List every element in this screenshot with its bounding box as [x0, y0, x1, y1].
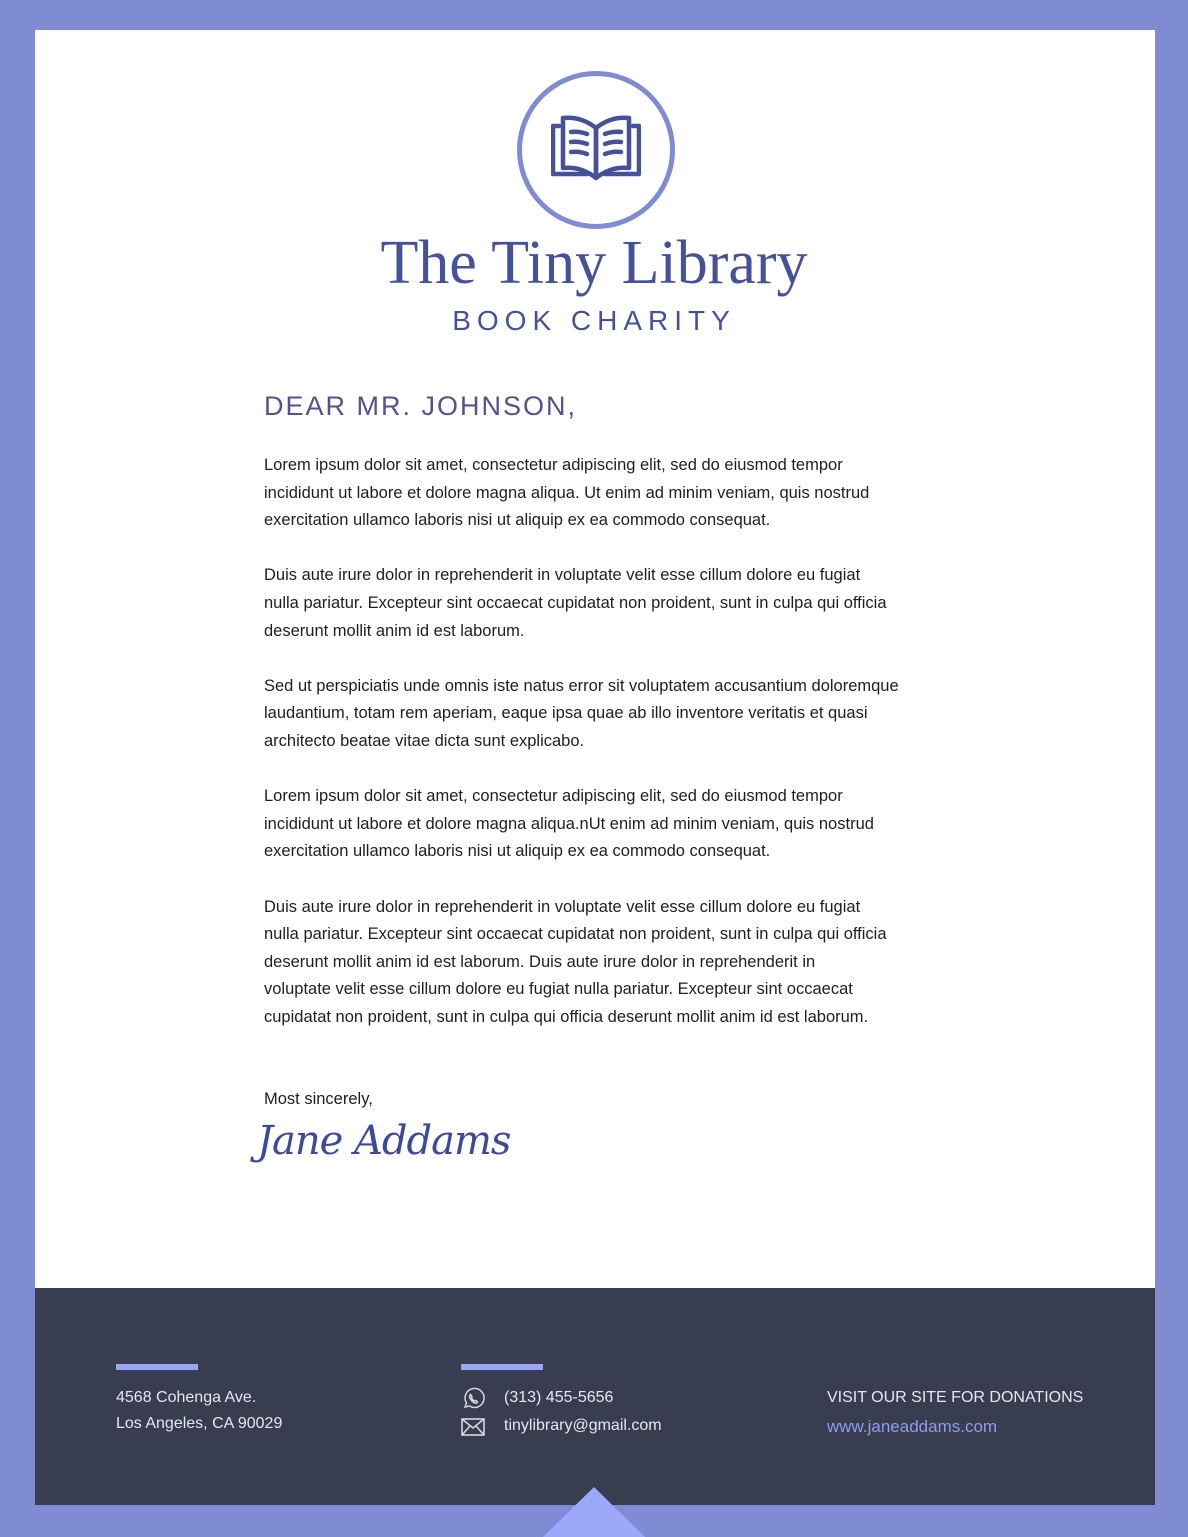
text-line: incididunt ut labore et dolore magna aliqua. Ut enim ad minim veniam, quis nostrud [264, 483, 870, 502]
paragraph [264, 894, 944, 1032]
text-line: voluptate velit esse cillum dolore eu fugiat nulla pariatur. Excepteur sint occaecat [264, 980, 853, 999]
letter-greeting: DEAR MR. JOHNSON, [264, 391, 578, 421]
text-line: Sed ut perspiciatis unde omnis iste natus error sit voluptatem accusantium doloremque [264, 676, 899, 695]
paragraph [264, 452, 944, 535]
text-line: architecto beatae vitae dicta sunt explicabo. [264, 731, 585, 750]
phone-icon [461, 1387, 485, 1411]
letter-body [264, 452, 944, 1059]
donations-label: VISIT OUR SITE FOR DONATIONS [827, 1389, 1084, 1406]
text-line: deserunt mollit anim id est laborum. Duis aute irure dolor in reprehenderit in [264, 952, 816, 971]
text-line: incididunt ut labore et dolore magna aliqua.nUt enim ad minim veniam, quis nostrud [264, 814, 874, 833]
open-book-icon [551, 112, 641, 188]
text-line: Lorem ipsum dolor sit amet, consectetur adipiscing elit, sed do eiusmod tempor [264, 456, 843, 474]
text-line: deserunt mollit anim id est laborum. [264, 621, 525, 640]
email-address[interactable]: tinylibrary@gmail.com [504, 1417, 662, 1434]
address-line-2: Los Angeles, CA 90029 [116, 1415, 283, 1432]
contact-accent-bar [461, 1364, 543, 1370]
decorative-triangle [543, 1487, 645, 1537]
letter-closing: Most sincerely, [264, 1090, 373, 1108]
signature: Jane Addams [257, 1118, 511, 1164]
logo-circle [517, 71, 675, 229]
text-line: Duis aute irure dolor in reprehenderit in voluptate velit esse cillum dolore eu fugiat [264, 897, 861, 916]
text-line: nulla pariatur. Excepteur sint occaecat cupidatat non proident, sunt in culpa qui officia [264, 925, 887, 944]
phone-number[interactable]: (313) 455-5656 [504, 1389, 614, 1406]
mail-icon [461, 1418, 485, 1436]
text-line: laudantium, totam rem aperiam, eaque ipsa quae ab illo inventore veritatis et quasi [264, 704, 868, 723]
address-line-1: 4568 Cohenga Ave. [116, 1389, 257, 1406]
text-line: cupidatat non proident, sunt in culpa qui officia deserunt mollit anim id est laborum. [264, 1007, 869, 1026]
paragraph [264, 673, 944, 756]
text-line: exercitation ullamco laboris nisi ut aliquip ex ea commodo consequat. [264, 842, 771, 861]
text-line: nulla pariatur. Excepteur sint occaecat cupidatat non proident, sunt in culpa qui officia [264, 593, 887, 612]
organization-title: The Tiny Library [380, 229, 808, 297]
organization-subtitle: BOOK CHARITY [452, 305, 736, 336]
donations-link[interactable]: www.janeaddams.com [827, 1417, 998, 1436]
paragraph [264, 783, 944, 866]
address-accent-bar [116, 1364, 198, 1370]
text-line: exercitation ullamco laboris nisi ut aliquip ex ea commodo consequat. [264, 511, 771, 530]
text-line: Lorem ipsum dolor sit amet, consectetur adipiscing elit, sed do eiusmod tempor [264, 787, 843, 806]
paragraph [264, 562, 944, 645]
text-line: Duis aute irure dolor in reprehenderit in voluptate velit esse cillum dolore eu fugiat [264, 566, 861, 585]
